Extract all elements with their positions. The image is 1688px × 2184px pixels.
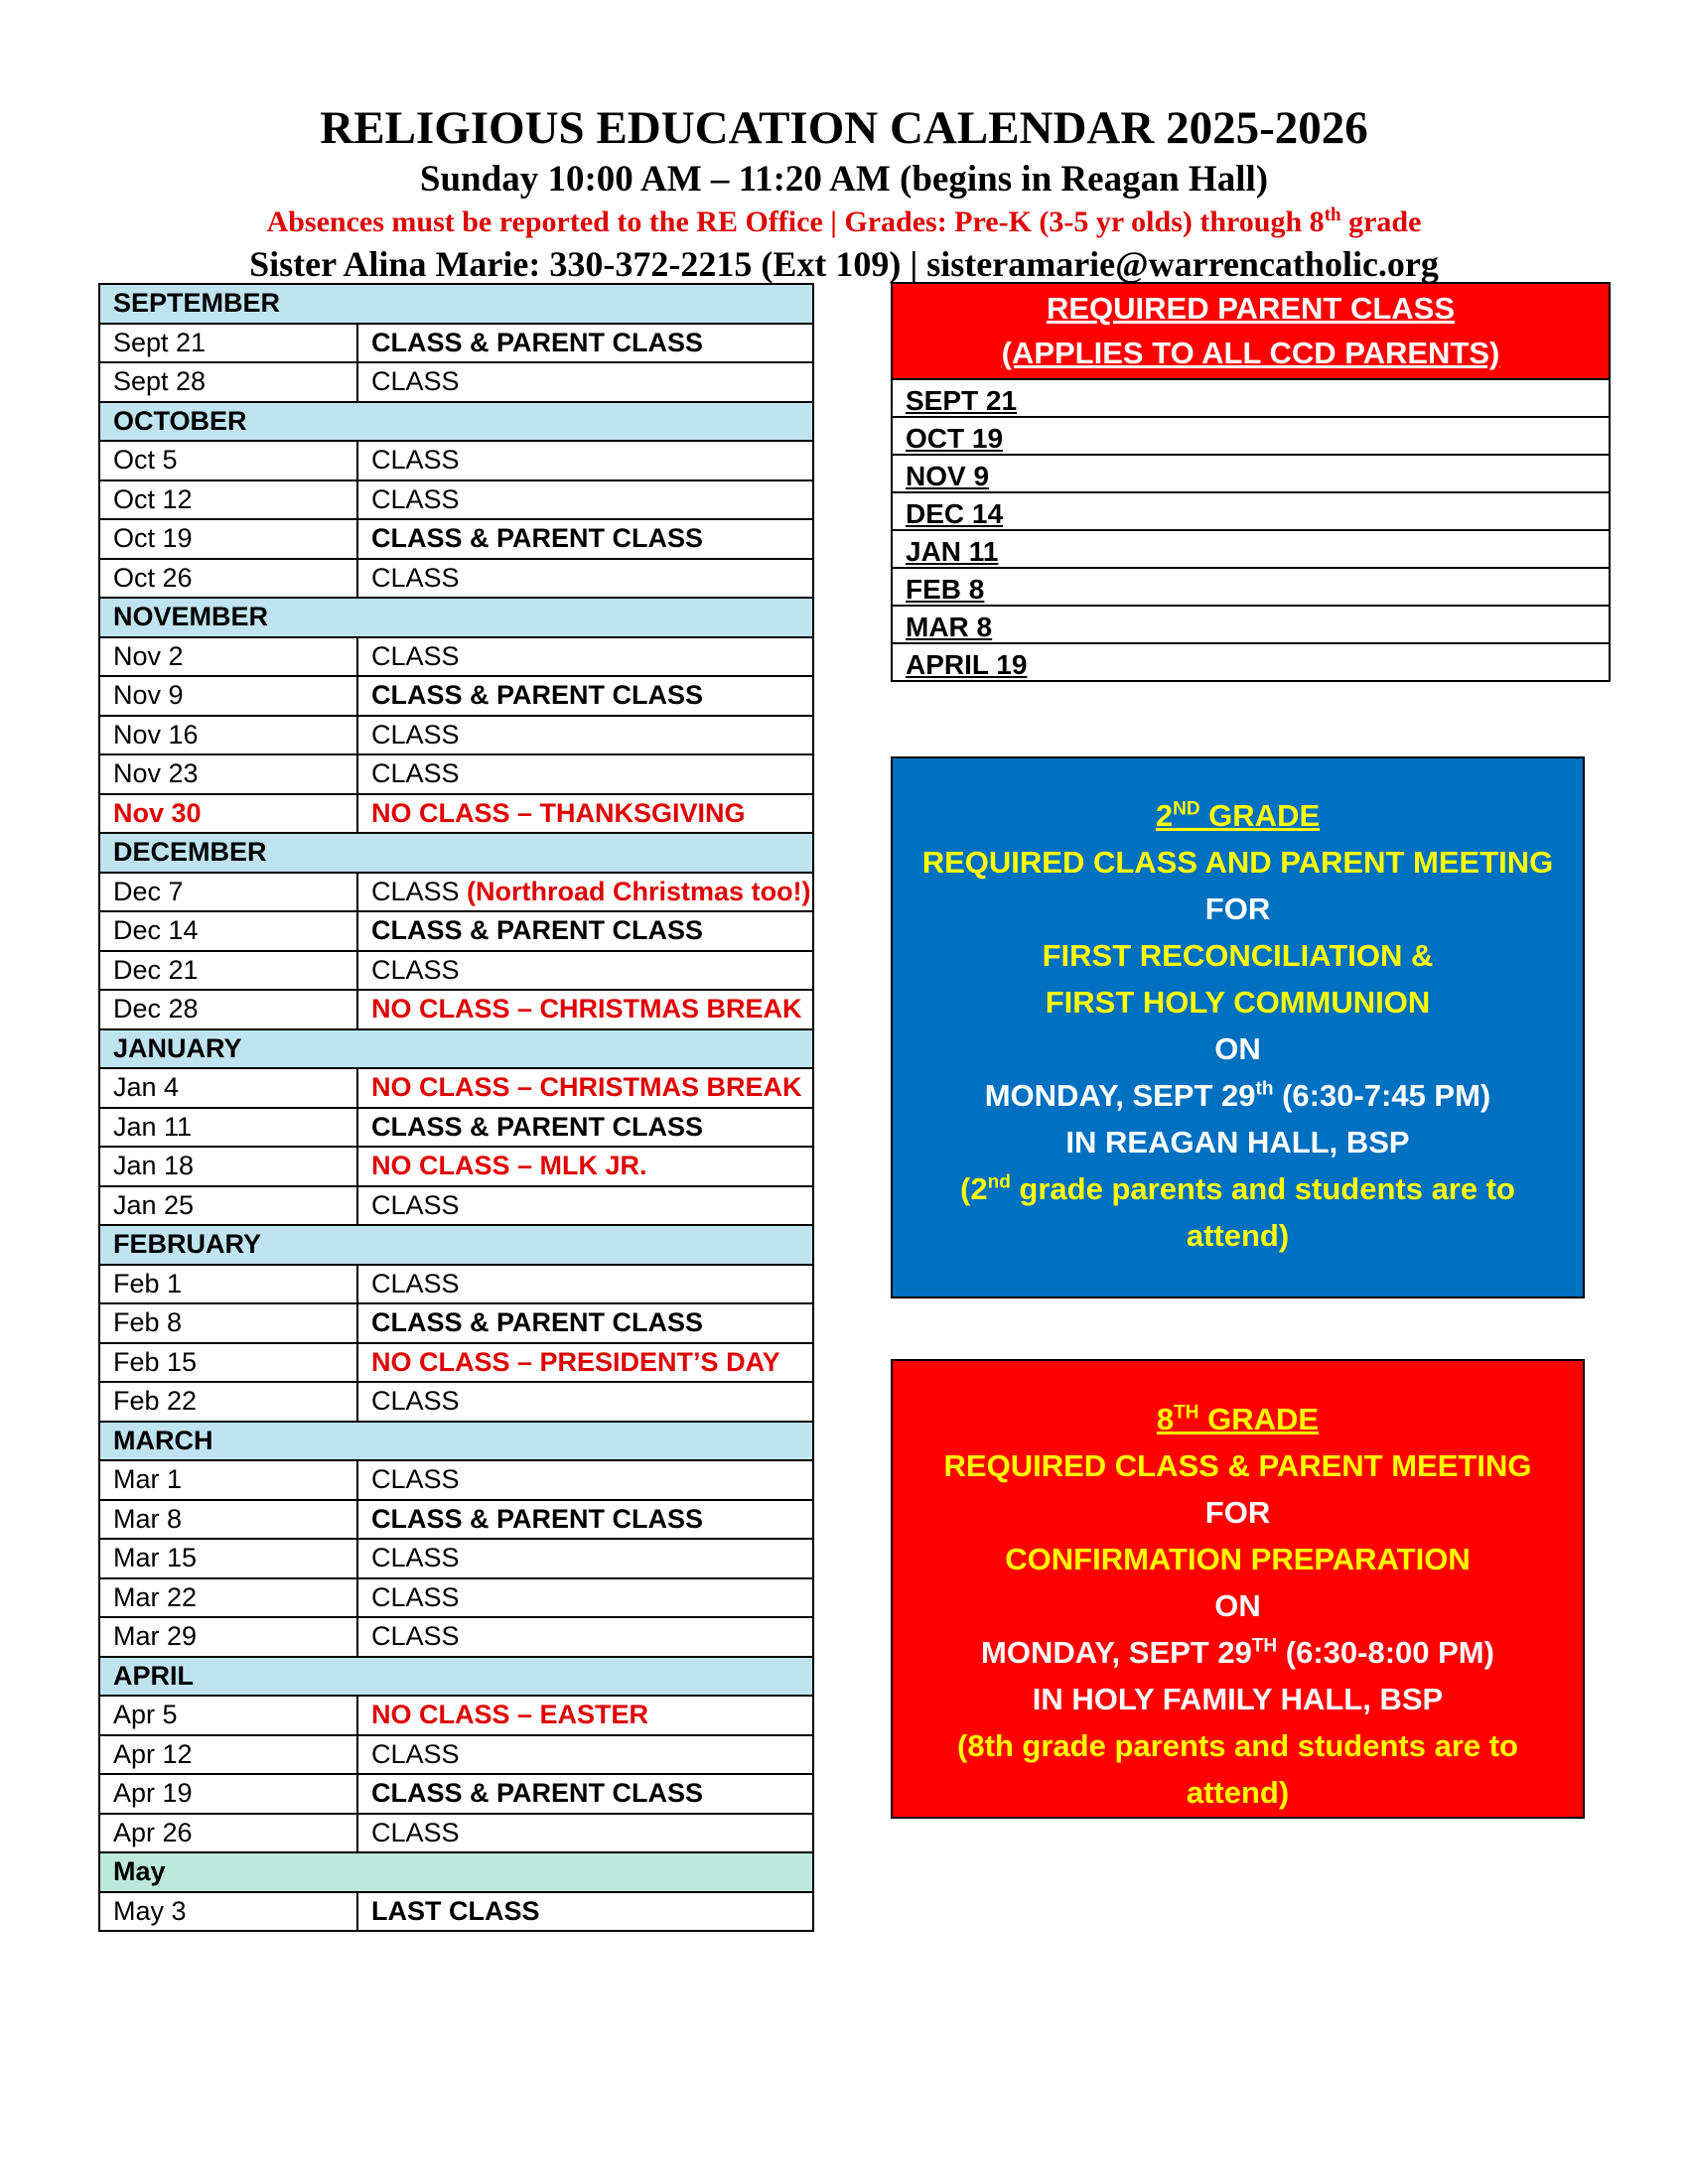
- event-text: CLASS: [371, 640, 460, 671]
- event-text: CLASS: [371, 445, 460, 476]
- page-title: RELIGIOUS EDUCATION CALENDAR 2025-2026: [320, 102, 1368, 154]
- calendar-row: [99, 441, 813, 480]
- calendar-row: [99, 1814, 813, 1853]
- event-text: NO CLASS – PRESIDENT’S DAY: [371, 1346, 780, 1377]
- date-cell: May 3: [99, 1892, 357, 1932]
- month-name: NOVEMBER: [99, 598, 813, 637]
- event-cell: [357, 441, 813, 480]
- calendar-row: [99, 990, 813, 1029]
- calendar-row: [99, 519, 813, 559]
- event-cell: [357, 1814, 813, 1853]
- event-text: CLASS: [371, 1386, 460, 1417]
- eighth-grade-date: MONDAY, SEPT 29TH (6:30-8:00 PM): [981, 1635, 1494, 1670]
- required-date: SEPT 21: [906, 385, 1018, 416]
- event-cell: [357, 324, 813, 363]
- date-cell: Apr 12: [99, 1735, 357, 1775]
- date-cell: Jan 18: [99, 1147, 357, 1186]
- calendar-row: [99, 324, 813, 363]
- date-cell: Dec 28: [99, 990, 357, 1029]
- required-date: MAR 8: [906, 612, 993, 642]
- required-date-row: [893, 605, 1609, 642]
- event-text: NO CLASS – THANKSGIVING: [371, 797, 746, 828]
- date-cell: Mar 8: [99, 1500, 357, 1540]
- date-cell: Oct 5: [99, 441, 357, 480]
- calendar-row: [99, 716, 813, 755]
- required-date: DEC 14: [906, 498, 1004, 529]
- month-name: SEPTEMBER: [99, 284, 813, 324]
- date-cell: Apr 19: [99, 1774, 357, 1814]
- event-text: CLASS: [371, 954, 460, 985]
- month-header-row: [99, 1852, 813, 1892]
- required-date-row: [893, 567, 1609, 605]
- calendar-row: [99, 873, 813, 912]
- event-text: CLASS: [371, 366, 460, 397]
- second-grade-heading: 2ND GRADE: [1155, 798, 1321, 833]
- calendar-row: [99, 1382, 813, 1422]
- month-header-row: [99, 1657, 813, 1697]
- date-cell: Oct 12: [99, 480, 357, 520]
- event-note: (Northroad Christmas too!): [467, 876, 811, 906]
- calendar-row: [99, 480, 813, 520]
- event-cell: [357, 794, 813, 834]
- event-cell: [357, 951, 813, 991]
- event-text: CLASS & PARENT CLASS: [371, 1503, 704, 1534]
- event-text: CLASS & PARENT CLASS: [371, 915, 704, 946]
- date-cell: Nov 9: [99, 676, 357, 716]
- month-header-row: [99, 402, 813, 442]
- event-text: CLASS: [371, 719, 460, 750]
- event-cell: [357, 1892, 813, 1932]
- event-text: CLASS & PARENT CLASS: [371, 1778, 704, 1809]
- eighth-grade-box: 8TH GRADE REQUIRED CLASS & PARENT MEETING FOR CONFIRMATION PREPARATION ON MONDAY, SEPT 29TH (6:30-8:00 PM) IN HOLY FAMILY HALL, BSP (8th grade parents and students are to attend): [891, 1359, 1585, 1819]
- calendar-row: [99, 1108, 813, 1148]
- date-cell: Jan 11: [99, 1108, 357, 1148]
- second-grade-location: IN REAGAN HALL, BSP: [1065, 1125, 1410, 1160]
- required-date-row: [893, 491, 1609, 529]
- event-cell: [357, 911, 813, 951]
- event-text: CLASS: [371, 1817, 460, 1847]
- month-header-row: [99, 1422, 813, 1461]
- contact-line: Sister Alina Marie: 330-372-2215 (Ext 109) | sisteramarie@warrencatholic.org: [249, 244, 1439, 284]
- event-cell: [357, 637, 813, 677]
- required-date: JAN 11: [906, 536, 999, 567]
- calendar-row: [99, 911, 813, 951]
- event-cell: [357, 1774, 813, 1814]
- date-cell: Dec 14: [99, 911, 357, 951]
- month-name: MARCH: [99, 1422, 813, 1461]
- date-cell: Sept 28: [99, 362, 357, 402]
- event-cell: [357, 1343, 813, 1383]
- event-text: CLASS: [371, 1464, 460, 1495]
- calendar-row: [99, 1735, 813, 1775]
- event-cell: [357, 1578, 813, 1618]
- event-cell: [357, 1735, 813, 1775]
- date-cell: Feb 15: [99, 1343, 357, 1383]
- required-date-row: [893, 378, 1609, 416]
- month-name: DECEMBER: [99, 833, 813, 873]
- event-cell: [357, 1696, 813, 1735]
- date-cell: Feb 1: [99, 1265, 357, 1304]
- date-cell: Mar 15: [99, 1539, 357, 1578]
- date-cell: Dec 21: [99, 951, 357, 991]
- date-cell: Oct 26: [99, 559, 357, 599]
- calendar-row: [99, 1539, 813, 1578]
- event-cell: [357, 1539, 813, 1578]
- event-cell: [357, 676, 813, 716]
- calendar-row: [99, 1617, 813, 1657]
- event-cell: [357, 716, 813, 755]
- calendar-row: [99, 1147, 813, 1186]
- calendar-row: [99, 1343, 813, 1383]
- event-text: CLASS & PARENT CLASS: [371, 1111, 704, 1142]
- date-cell: Mar 29: [99, 1617, 357, 1657]
- event-text: CLASS: [371, 1738, 460, 1769]
- required-date: APRIL 19: [906, 649, 1028, 680]
- month-name: FEBRUARY: [99, 1225, 813, 1265]
- month-header-row: [99, 1029, 813, 1069]
- event-cell: [357, 1147, 813, 1186]
- required-date: FEB 8: [906, 574, 985, 605]
- calendar-row: [99, 1460, 813, 1500]
- event-cell: [357, 1500, 813, 1540]
- event-text: CLASS: [371, 1581, 460, 1612]
- event-cell: [357, 1460, 813, 1500]
- date-cell: Apr 5: [99, 1696, 357, 1735]
- event-cell: [357, 1108, 813, 1148]
- calendar-row: [99, 1696, 813, 1735]
- eighth-grade-heading: 8TH GRADE: [1156, 1402, 1320, 1436]
- event-cell: [357, 1186, 813, 1226]
- eighth-grade-location: IN HOLY FAMILY HALL, BSP: [1032, 1682, 1444, 1716]
- event-text: CLASS: [371, 758, 460, 789]
- date-cell: Nov 2: [99, 637, 357, 677]
- required-date-row: [893, 529, 1609, 567]
- date-cell: Feb 8: [99, 1303, 357, 1343]
- required-parent-class-title: REQUIRED PARENT CLASS (APPLIES TO ALL CCD PARENTS): [893, 284, 1609, 378]
- date-cell: Jan 25: [99, 1186, 357, 1226]
- second-grade-box: 2ND GRADE REQUIRED CLASS AND PARENT MEETING FOR FIRST RECONCILIATION & FIRST HOLY COMMUNION ON MONDAY, SEPT 29th (6:30-7:45 PM) IN REAGAN HALL, BSP (2nd grade parents and students are to attend): [891, 756, 1585, 1298]
- month-name: May: [99, 1852, 813, 1892]
- month-header-row: [99, 598, 813, 637]
- event-text: LAST CLASS: [371, 1895, 540, 1926]
- date-cell: Mar 22: [99, 1578, 357, 1618]
- month-header-row: [99, 833, 813, 873]
- required-parent-class-box: [891, 282, 1611, 682]
- event-cell: [357, 362, 813, 402]
- calendar-row: [99, 362, 813, 402]
- date-cell: Jan 4: [99, 1068, 357, 1108]
- required-date: OCT 19: [906, 423, 1004, 454]
- event-cell: [357, 519, 813, 559]
- event-text: NO CLASS – CHRISTMAS BREAK: [371, 994, 802, 1024]
- calendar-row: [99, 951, 813, 991]
- month-header-row: [99, 284, 813, 324]
- event-cell: [357, 1617, 813, 1657]
- calendar-row: [99, 1186, 813, 1226]
- calendar-row: [99, 559, 813, 599]
- date-cell: Nov 23: [99, 754, 357, 794]
- month-name: OCTOBER: [99, 402, 813, 442]
- required-date-row: [893, 416, 1609, 454]
- event-text: CLASS: [371, 483, 460, 514]
- event-text: NO CLASS – MLK JR.: [371, 1151, 647, 1181]
- date-cell: Oct 19: [99, 519, 357, 559]
- calendar-row: [99, 637, 813, 677]
- event-text: CLASS: [371, 1189, 460, 1220]
- event-cell: [357, 873, 813, 912]
- month-header-row: [99, 1225, 813, 1265]
- event-cell: [357, 1068, 813, 1108]
- event-text: CLASS & PARENT CLASS: [371, 327, 704, 357]
- event-text: CLASS: [371, 1268, 460, 1298]
- event-cell: [357, 754, 813, 794]
- event-text: CLASS: [371, 562, 460, 593]
- calendar-row: [99, 1303, 813, 1343]
- event-cell: [357, 1303, 813, 1343]
- event-text: CLASS: [371, 1543, 460, 1573]
- calendar-row: [99, 1068, 813, 1108]
- event-text: CLASS & PARENT CLASS: [371, 1307, 704, 1338]
- date-cell: Nov 30: [99, 794, 357, 834]
- event-cell: [357, 990, 813, 1029]
- event-text: CLASS: [371, 876, 468, 906]
- calendar-row: [99, 754, 813, 794]
- event-text: CLASS & PARENT CLASS: [371, 523, 704, 554]
- event-text: NO CLASS – CHRISTMAS BREAK: [371, 1072, 802, 1103]
- calendar-row: [99, 1578, 813, 1618]
- date-cell: Dec 7: [99, 873, 357, 912]
- date-cell: Feb 22: [99, 1382, 357, 1422]
- date-cell: Nov 16: [99, 716, 357, 755]
- date-cell: Sept 21: [99, 324, 357, 363]
- event-text: NO CLASS – EASTER: [371, 1700, 649, 1730]
- event-text: CLASS: [371, 1621, 460, 1652]
- event-cell: [357, 1265, 813, 1304]
- calendar-table: [98, 283, 814, 1932]
- date-cell: Apr 26: [99, 1814, 357, 1853]
- calendar-row: [99, 794, 813, 834]
- month-name: JANUARY: [99, 1029, 813, 1069]
- required-date-row: [893, 642, 1609, 680]
- calendar-row: [99, 1774, 813, 1814]
- date-cell: Mar 1: [99, 1460, 357, 1500]
- calendar-row: [99, 1892, 813, 1932]
- calendar-header: [0, 99, 1688, 286]
- eighth-grade-note: (8th grade parents and students are to: [957, 1728, 1518, 1763]
- absence-notice: Absences must be reported to the RE Office | Grades: Pre-K (3-5 yr olds) through 8th grade: [266, 205, 1422, 238]
- required-date-row: [893, 454, 1609, 491]
- event-text: CLASS & PARENT CLASS: [371, 680, 704, 711]
- second-grade-note: (2nd grade parents and students are to: [960, 1171, 1515, 1206]
- event-cell: [357, 559, 813, 599]
- month-name: APRIL: [99, 1657, 813, 1697]
- second-grade-date: MONDAY, SEPT 29th (6:30-7:45 PM): [984, 1078, 1491, 1113]
- required-date: NOV 9: [906, 461, 990, 491]
- class-time: Sunday 10:00 AM – 11:20 AM (begins in Reagan Hall): [419, 159, 1269, 200]
- event-cell: [357, 1382, 813, 1422]
- calendar-row: [99, 1265, 813, 1304]
- event-cell: [357, 480, 813, 520]
- calendar-row: [99, 1500, 813, 1540]
- calendar-row: [99, 676, 813, 716]
